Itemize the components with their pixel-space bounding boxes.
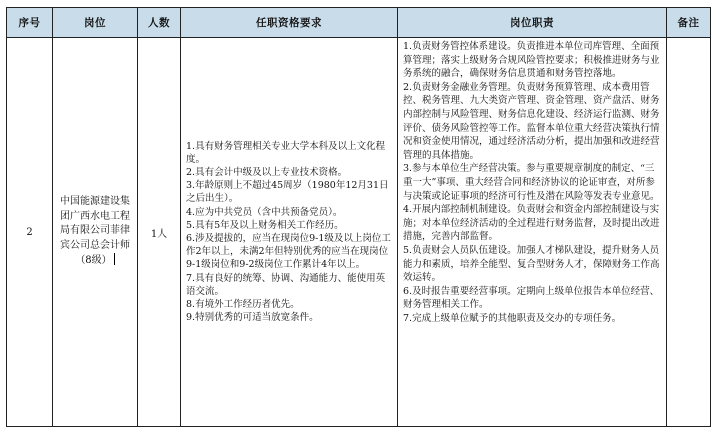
duty-item: 4.开展内部控制机制建设。负责财会和资金内部控制建设与实施；对本单位经济活动的全过程进行财务监督，及时提出改进措施，完善内部监督。: [403, 204, 660, 243]
header-requirements: 任职资格要求: [181, 8, 398, 38]
cell-count: [138, 38, 181, 427]
table-row: [7, 38, 711, 427]
cell-duties: [398, 38, 667, 427]
duty-item: 6.及时报告重要经营事项。定期向上级单位报告本单位经营、财务管理相关工作。: [403, 285, 660, 311]
header-count: 人数: [138, 8, 181, 38]
header-remarks: 备注: [667, 8, 711, 38]
duty-item: 5.负责财会人员队伍建设。加强人才梯队建设，提升财务人员能力和素质，培养全能型、复合型财务人才，保障财务工作高效运转。: [403, 244, 660, 284]
cell-requirements: [181, 38, 398, 427]
requirement-item: 6.涉及提拔的，应当在现岗位9-1级及以上岗位工作2年以上，未满2年但特别优秀的应当在现岗位9-1级岗位和9-2级岗位工作累计4年以上。: [186, 233, 391, 271]
header-seq: 序号: [7, 8, 53, 38]
duty-item: 7.完成上级单位赋予的其他职责及交办的专项任务。: [403, 312, 622, 324]
duty-item: 3.参与本单位生产经营决策。参与重要规章制度的制定、“三重一大”事项、重大经营合同和经济协议的论证审查，对所参与决策或论证事项的经济可行性及潜在风险等发表专业意见。: [403, 163, 660, 202]
requirement-item: 4.应为中共党员（含中共预备党员）。: [186, 206, 343, 218]
seq-value: 2: [26, 226, 33, 238]
duty-item: 1.负责财务管控体系建设。负责推进本单位司库管理、全面预算管理；落实上级财务合规风险管控要求；积极推进财务与业务系统的融合，确保财务信息贯通和财务管控落地。: [403, 41, 660, 80]
count-value: 1人: [150, 228, 168, 240]
header-duties: 岗位职责: [398, 8, 667, 38]
requirement-item: 1.具有财务管理相关专业大学本科及以上文化程度。: [186, 140, 386, 165]
requirement-item: 3.年龄原则上不超过45周岁（1980年12月31日之后出生）。: [186, 180, 389, 205]
header-position: 岗位: [53, 8, 138, 38]
header-row: [7, 8, 711, 38]
requirement-item: 8.有境外工作经历者优先。: [186, 299, 300, 311]
text-cursor: [114, 253, 115, 265]
duty-item: 2.负责财务金融业务管理。负责财务预算管理、成本费用管控、税务管理、九大类资产管理、资金管理、资产盘活、财务内部控制与风险管理、财务信息化建设、经济运行监测、财务评价、债务风险管控等工作。监督本单位重大经营决策执行情况和资金使用情况，通过经济活动分析，提出加强和改进经营管理的具体措施。: [403, 81, 660, 161]
requirement-item: 5.具有5年及以上财务相关工作经历。: [186, 219, 344, 231]
requirement-item: 2.具有会计中级及以上专业技术资格。: [186, 166, 348, 178]
position-title: 中国能源建设集团广西水电工程局有限公司菲律宾公司总会计师（8级）: [60, 196, 130, 267]
requirement-item: 7.具有良好的统筹、协调、沟通能力、能使用英语交流。: [186, 272, 386, 297]
cell-remarks: [667, 38, 711, 427]
cell-position[interactable]: [53, 38, 138, 427]
cell-seq: [7, 38, 53, 427]
recruitment-table: [6, 7, 711, 427]
requirement-item: 9.特别优秀的可适当放宽条件。: [186, 312, 319, 324]
